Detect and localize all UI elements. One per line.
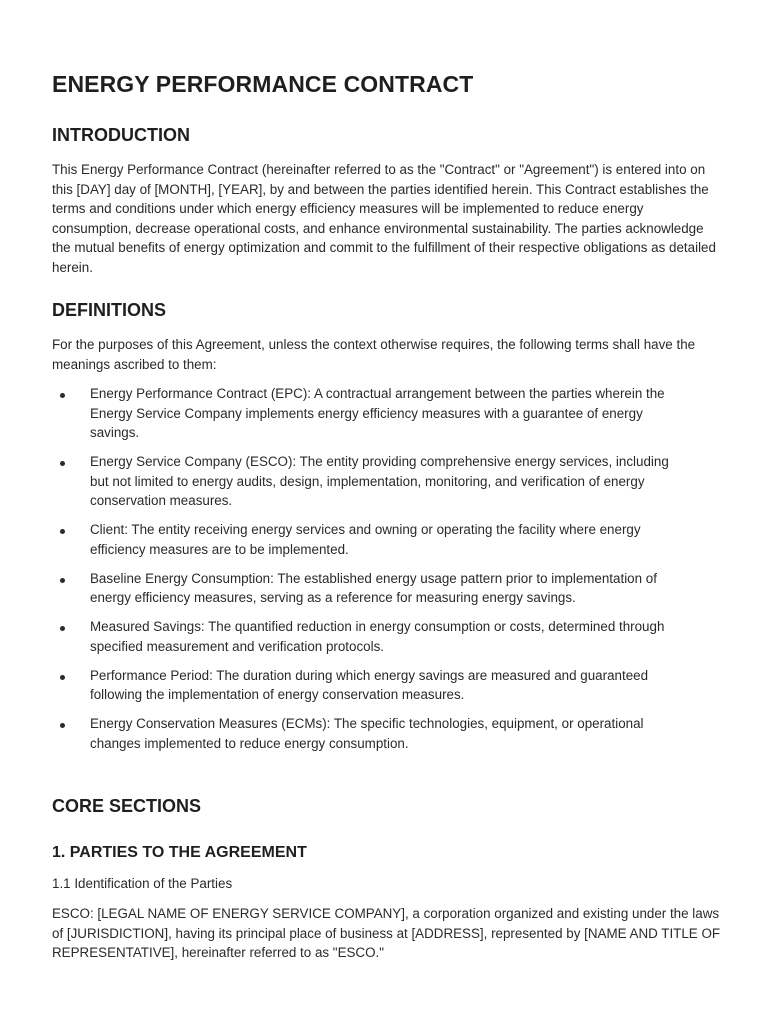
definition-text: Baseline Energy Consumption: The established energy usage pattern prior to implementation of energy efficiency measures, serving as a reference for measuring energy savings. xyxy=(90,570,657,606)
bullet-icon xyxy=(60,675,65,680)
bullet-icon xyxy=(60,723,65,728)
definition-item xyxy=(52,520,680,559)
definitions-intro: For the purposes of this Agreement, unless the context otherwise requires, the following terms shall have the meanings ascribed to them: xyxy=(52,337,696,372)
introduction-heading: INTRODUCTION xyxy=(52,125,190,145)
parties-heading: 1. PARTIES TO THE AGREEMENT xyxy=(52,844,307,861)
bullet-icon xyxy=(60,529,65,534)
definition-text: Client: The entity receiving energy services and owning or operating the facility where energy efficiency measures are to be implemented. xyxy=(90,522,641,557)
definition-item xyxy=(52,666,680,705)
definition-text: Performance Period: The duration during which energy savings are measured and guaranteed following the implementation of energy conservation measures. xyxy=(90,667,649,703)
definition-item xyxy=(52,617,680,656)
definition-item xyxy=(52,569,680,608)
definitions-list xyxy=(52,384,724,763)
definition-item xyxy=(52,384,680,443)
definitions-heading: DEFINITIONS xyxy=(52,300,167,320)
definition-item xyxy=(52,714,680,753)
introduction-paragraph: This Energy Performance Contract (hereinafter referred to as the "Contract" or "Agreement") is entered into on this [DAY] day of [MONTH], [YEAR], by and between the parties identified herein. This Contract establishes the terms and conditions under which energy efficiency measures will be implemented to reduce energy consumption, decrease operational costs, and enhance environmental sustainability. The parties acknowledge the mutual benefits of energy optimization and commit to the fulfillment of their respective obligations as detailed herein. xyxy=(52,162,716,275)
definition-text: Energy Service Company (ESCO): The entity providing comprehensive energy services, including but not limited to energy audits, design, implementation, monitoring, and verification of energy conservation measures. xyxy=(90,454,669,509)
parties-subheading: 1.1 Identification of the Parties xyxy=(52,876,233,891)
definition-text: Measured Savings: The quantified reduction in energy consumption or costs, determined through specified measurement and verification protocols. xyxy=(90,619,665,654)
definition-text: Energy Performance Contract (EPC): A contractual arrangement between the parties wherein the Energy Service Company implements energy efficiency measures with a guarantee of energy savings. xyxy=(90,386,665,441)
bullet-icon xyxy=(60,393,65,398)
core-sections-heading: CORE SECTIONS xyxy=(52,796,202,816)
document-title: ENERGY PERFORMANCE CONTRACT xyxy=(52,71,474,97)
bullet-icon xyxy=(60,626,65,631)
esco-paragraph: ESCO: [LEGAL NAME OF ENERGY SERVICE COMPANY], a corporation organized and existing under the laws of [JURISDICTION], having its principal place of business at [ADDRESS], represented by [NAME AND TITLE OF REPRESENTATIVE], hereinafter referred to as "ESCO." xyxy=(52,906,721,961)
definition-text: Energy Conservation Measures (ECMs): The specific technologies, equipment, or operational changes implemented to reduce energy consumption. xyxy=(90,716,644,751)
bullet-icon xyxy=(60,578,65,583)
bullet-icon xyxy=(60,461,65,466)
definition-item xyxy=(52,452,680,511)
